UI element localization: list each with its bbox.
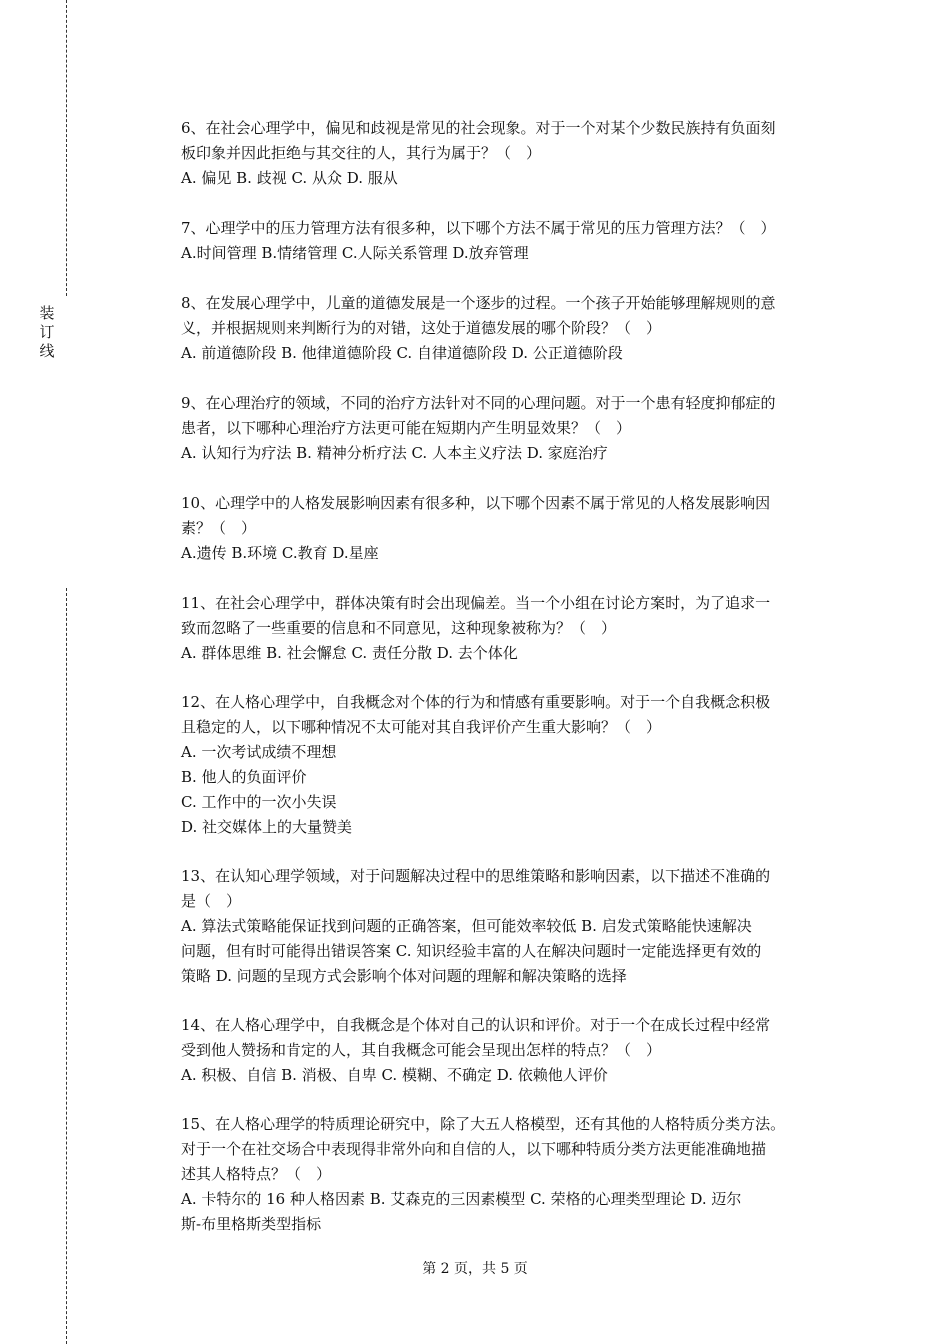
question-11 (181, 591, 841, 666)
question-stem: 对于一个在社交场合中表现得非常外向和自信的人，以下哪种特质分类方法更能准确地描 (181, 1140, 767, 1158)
question-stem: 患者，以下哪种心理治疗方法更可能在短期内产生明显效果？（ ） (181, 419, 632, 437)
binding-label-char: 订 (39, 323, 55, 341)
question-options: 斯-布里格斯类型指标 (181, 1215, 322, 1233)
question-stem: 受到他人赞扬和肯定的人，其自我概念可能会呈现出怎样的特点？（ ） (181, 1041, 662, 1059)
question-stem: 12、在人格心理学中，自我概念对个体的行为和情感有重要影响。对于一个自我概念积极 (181, 693, 771, 711)
question-stem: 11、在社会心理学中，群体决策有时会出现偏差。当一个小组在讨论方案时，为了追求一 (181, 594, 771, 612)
question-stem: 素？（ ） (181, 519, 257, 537)
question-stem: 14、在人格心理学中，自我概念是个体对自己的认识和评价。对于一个在成长过程中经常 (181, 1016, 771, 1034)
question-stem: 义，并根据规则来判断行为的对错，这处于道德发展的哪个阶段？（ ） (181, 319, 662, 337)
question-6 (181, 116, 841, 191)
question-option-a: A. 一次考试成绩不理想 (181, 743, 337, 761)
question-10 (181, 491, 841, 566)
binding-line-bottom (66, 588, 67, 1344)
question-12 (181, 690, 841, 840)
question-stem: 7、心理学中的压力管理方法有很多种，以下哪个方法不属于常见的压力管理方法？（ ） (181, 219, 776, 237)
question-stem: 13、在认知心理学领域，对于问题解决过程中的思维策略和影响因素，以下描述不准确的 (181, 867, 771, 885)
binding-line-top (66, 0, 67, 296)
question-options: A. 偏见 B. 歧视 C. 从众 D. 服从 (181, 169, 398, 187)
question-stem: 9、在心理治疗的领域，不同的治疗方法针对不同的心理问题。对于一个患有轻度抑郁症的 (181, 394, 776, 412)
binding-label-char: 装 (39, 304, 55, 322)
question-options: A.遗传 B.环境 C.教育 D.星座 (181, 544, 379, 562)
question-options: 问题，但有时可能得出错误答案 C. 知识经验丰富的人在解决问题时一定能选择更有效的 (181, 942, 762, 960)
question-options: A. 群体思维 B. 社会懈怠 C. 责任分散 D. 去个体化 (181, 644, 518, 662)
question-7 (181, 216, 841, 266)
question-stem: 致而忽略了一些重要的信息和不同意见，这种现象被称为？（ ） (181, 619, 617, 637)
question-stem: 6、在社会心理学中，偏见和歧视是常见的社会现象。对于一个对某个少数民族持有负面刻 (181, 119, 776, 137)
binding-label-char: 线 (39, 342, 55, 360)
question-stem: 10、心理学中的人格发展影响因素有很多种，以下哪个因素不属于常见的人格发展影响因 (181, 494, 771, 512)
question-options: A. 算法式策略能保证找到问题的正确答案，但可能效率较低 B. 启发式策略能快速解决 (181, 917, 752, 935)
question-9 (181, 391, 841, 466)
question-options: 策略 D. 问题的呈现方式会影响个体对问题的理解和解决策略的选择 (181, 967, 627, 985)
question-stem: 8、在发展心理学中，儿童的道德发展是一个逐步的过程。一个孩子开始能够理解规则的意 (181, 294, 776, 312)
question-options: A. 卡特尔的 16 种人格因素 B. 艾森克的三因素模型 C. 荣格的心理类型理论 D. 迈尔 (181, 1190, 742, 1208)
question-option-b: B. 他人的负面评价 (181, 768, 307, 786)
binding-label (38, 304, 56, 361)
question-13 (181, 864, 841, 989)
question-option-d: D. 社交媒体上的大量赞美 (181, 818, 353, 836)
question-options: A. 积极、自信 B. 消极、自卑 C. 模糊、不确定 D. 依赖他人评价 (181, 1066, 608, 1084)
question-options: A. 前道德阶段 B. 他律道德阶段 C. 自律道德阶段 D. 公正道德阶段 (181, 344, 623, 362)
question-stem: 且稳定的人，以下哪种情况不太可能对其自我评价产生重大影响？（ ） (181, 718, 662, 736)
question-stem: 是（ ） (181, 892, 242, 910)
question-stem: 15、在人格心理学的特质理论研究中，除了大五人格模型，还有其他的人格特质分类方法。 (181, 1115, 786, 1133)
question-15 (181, 1112, 841, 1237)
question-14 (181, 1013, 841, 1088)
question-options: A. 认知行为疗法 B. 精神分析疗法 C. 人本主义疗法 D. 家庭治疗 (181, 444, 608, 462)
page-number: 第 2 页，共 5 页 (422, 1261, 528, 1277)
question-option-c: C. 工作中的一次小失误 (181, 793, 337, 811)
question-stem: 板印象并因此拒绝与其交往的人，其行为属于？（ ） (181, 144, 542, 162)
question-stem: 述其人格特点？（ ） (181, 1165, 332, 1183)
question-8 (181, 291, 841, 366)
question-options: A.时间管理 B.情绪管理 C.人际关系管理 D.放弃管理 (181, 244, 529, 262)
